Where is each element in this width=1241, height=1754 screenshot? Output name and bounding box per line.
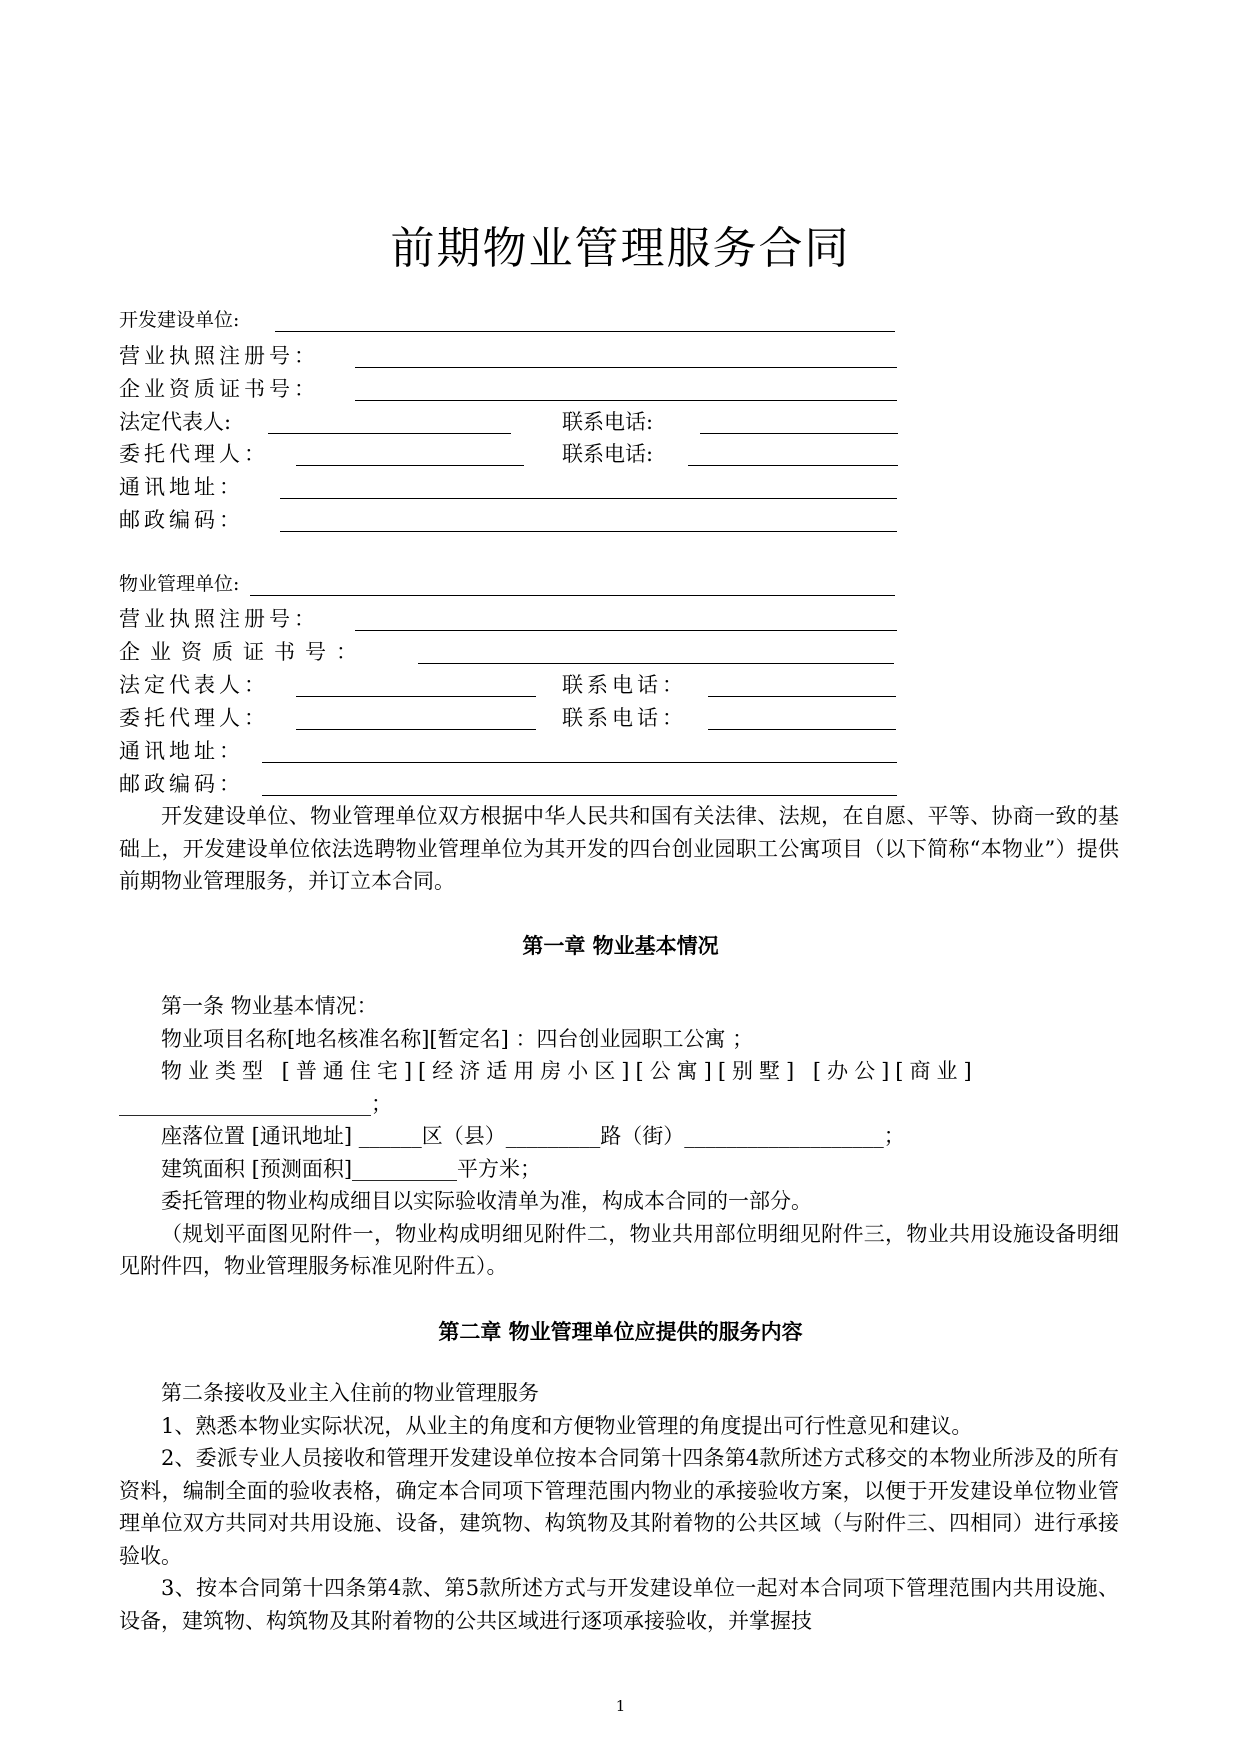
developer-unit-blank xyxy=(275,331,895,332)
manager-qualification-blank xyxy=(418,663,894,664)
detail-line: 委托管理的物业构成细目以实际验收清单为准，构成本合同的一部分。 xyxy=(161,1189,812,1213)
developer-license-label: 营业执照注册号： xyxy=(119,344,319,368)
developer-agent-blank xyxy=(296,465,524,466)
chapter2-heading: 第二章 物业管理单位应提供的服务内容 xyxy=(438,1319,803,1344)
chapter1-body xyxy=(119,990,1119,1283)
location-line: 座落位置 [通讯地址] ______区（县）_________路（街）___________________； xyxy=(161,1124,905,1148)
manager-unit-blank xyxy=(250,595,895,596)
manager-phone1-blank xyxy=(708,696,896,697)
developer-postcode-label: 邮政编码： xyxy=(119,508,244,532)
manager-qualification-label: 企业资质证书号： xyxy=(119,640,367,664)
manager-postcode-label: 邮政编码： xyxy=(119,772,244,796)
manager-phone1-label: 联系电话： xyxy=(562,673,687,697)
manager-postcode-blank xyxy=(262,795,897,796)
attachments-line: （规划平面图见附件一，物业构成明细见附件二，物业共用部位明细见附件三，物业共用设施设备明细见附件四，物业管理服务标准见附件五）。 xyxy=(119,1221,1119,1278)
item-3: 3、按本合同第十四条第4款、第5款所述方式与开发建设单位一起对本合同项下管理范围内共用设施、设备，建筑物、构筑物及其附着物的公共区域进行逐项承接验收，并掌握技 xyxy=(119,1576,1119,1633)
developer-phone1-blank xyxy=(700,433,898,434)
property-type-line: 物业类型 [普通住宅][经济适用房小区][公寓][别墅] [办公][商业] xyxy=(161,1059,978,1083)
manager-unit-label: 物业管理单位: xyxy=(119,573,240,595)
developer-legal-rep-label: 法定代表人: xyxy=(119,410,232,434)
intro-text: 开发建设单位、物业管理单位双方根据中华人民共和国有关法律、法规，在自愿、平等、协商一致的基础上，开发建设单位依法选聘物业管理单位为其开发的四台创业园职工公寓项目（以下简称“本物业”）提供前期物业管理服务，并订立本合同。 xyxy=(119,804,1119,893)
developer-phone2-blank xyxy=(688,465,898,466)
document-title: 前期物业管理服务合同 xyxy=(390,223,851,274)
developer-qualification-blank xyxy=(355,400,897,401)
manager-license-label: 营业执照注册号： xyxy=(119,607,319,631)
manager-address-label: 通讯地址： xyxy=(119,739,244,763)
developer-address-label: 通讯地址： xyxy=(119,475,244,499)
developer-unit-label: 开发建设单位: xyxy=(119,309,240,331)
item-1: 1、熟悉本物业实际状况，从业主的角度和方便物业管理的角度提出可行性意见和建议。 xyxy=(161,1413,973,1438)
manager-phone2-blank xyxy=(708,729,896,730)
project-name-line: 物业项目名称[地名核准名称][暂定名] ：四台创业园职工公寓 ； xyxy=(161,1026,754,1051)
developer-postcode-blank xyxy=(280,531,897,532)
manager-address-blank xyxy=(262,762,897,763)
manager-license-blank xyxy=(355,630,897,631)
manager-legal-rep-label: 法定代表人： xyxy=(119,673,269,697)
manager-phone2-label: 联系电话： xyxy=(562,706,687,730)
developer-agent-label: 委托代理人： xyxy=(119,442,269,466)
item-2: 2、委派专业人员接收和管理开发建设单位按本合同第十四条第4款所述方式移交的本物业所涉及的所有资料，编制全面的验收表格，确定本合同项下管理范围内物业的承接验收方案，以便于开发建设单位物业管理单位双方共同对共用设施、设备，建筑物、构筑物及其附着物的公共区域（与附件三、四相同）进行承接验收。 xyxy=(119,1446,1119,1568)
manager-agent-blank xyxy=(296,729,536,730)
page-number: 1 xyxy=(615,1697,626,1715)
article1-title: 第一条 物业基本情况： xyxy=(161,994,378,1018)
developer-legal-rep-blank xyxy=(268,433,511,434)
developer-qualification-label: 企业资质证书号： xyxy=(119,377,319,401)
developer-address-blank xyxy=(280,498,897,499)
manager-agent-label: 委托代理人： xyxy=(119,706,269,730)
property-type-blank: ________________________； xyxy=(119,1091,392,1116)
manager-legal-rep-blank xyxy=(296,696,536,697)
developer-phone1-label: 联系电话: xyxy=(562,410,654,434)
developer-license-blank xyxy=(355,367,897,368)
developer-phone2-label: 联系电话: xyxy=(562,442,654,466)
area-line: 建筑面积 [预测面积]__________平方米； xyxy=(161,1156,542,1181)
chapter2-body xyxy=(119,1377,1119,1637)
article2-title: 第二条接收及业主入住前的物业管理服务 xyxy=(161,1381,539,1405)
chapter1-heading: 第一章 物业基本情况 xyxy=(522,933,719,958)
intro-paragraph xyxy=(119,800,1119,898)
